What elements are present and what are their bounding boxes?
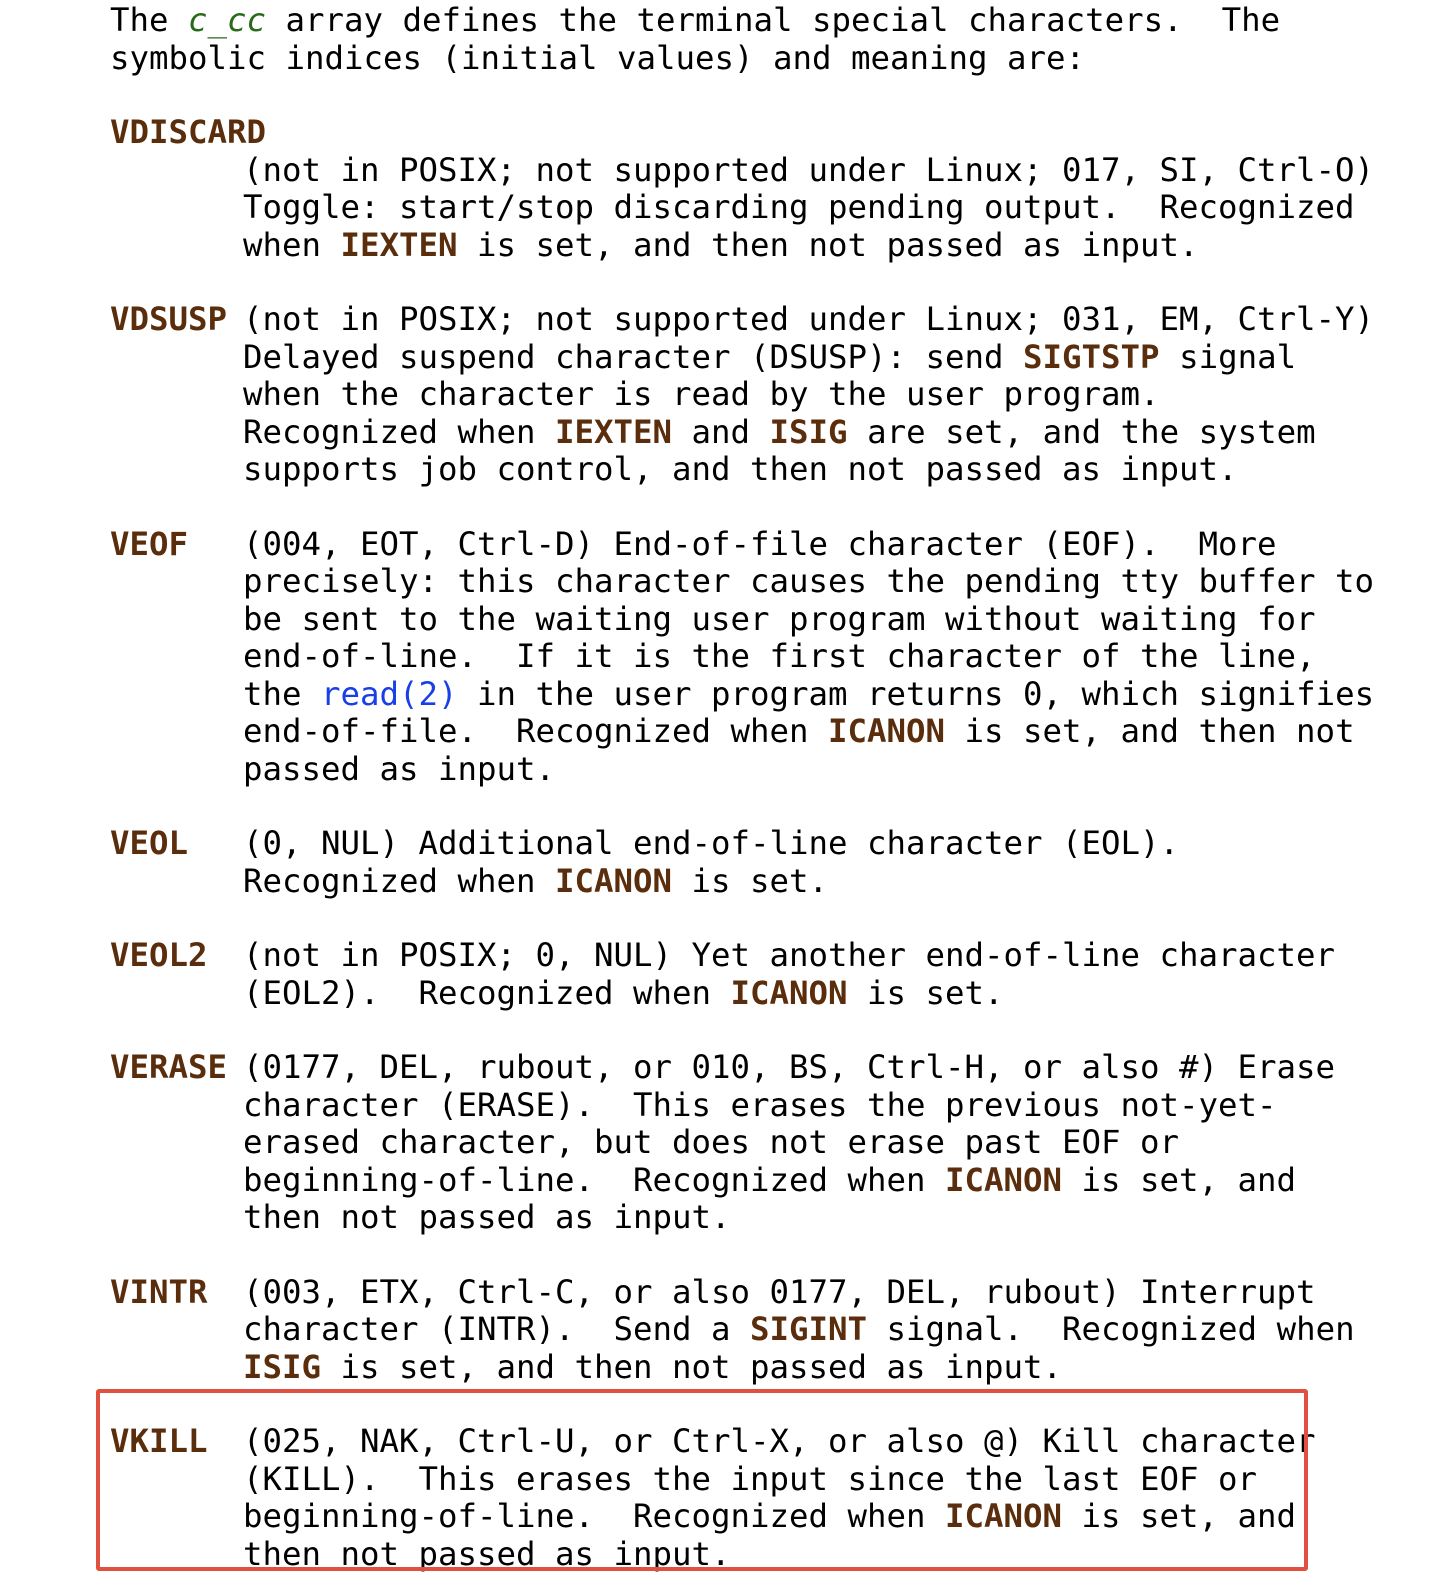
intro-line [110,2,1410,40]
description-line: supports job control, and then not passed as input. [243,450,1238,488]
keyword-isig: ISIG [769,412,848,451]
description-line: (not in POSIX; not supported under Linux; 017, SI, Ctrl-O) [243,150,1375,189]
entry-verase [110,1049,1410,1237]
description-line [243,414,1410,452]
entry-vdiscard [110,114,1410,264]
description-line: (KILL). This erases the input since the last EOF or [243,1459,1258,1498]
entry-veol [110,825,1410,900]
keyword-sigtstp: SIGTSTP [1023,337,1160,376]
text: is set. [847,973,1004,1012]
description-line: end-of-line. If it is the first character of the line, [243,637,1316,675]
description-vintr [243,1274,1410,1387]
text: is set, and [1062,1497,1297,1535]
description-line [243,676,1410,714]
keyword-icanon: ICANON [945,1497,1063,1535]
description-line: Toggle: start/stop discarding pending output. Recognized [243,188,1355,226]
keyword-icanon: ICANON [945,1160,1063,1199]
text: is set, and then not passed as input. [321,1347,1063,1386]
description-line: then not passed as input. [243,1198,731,1236]
c-cc-term: c_cc [188,1,267,39]
term-vdsusp: VDSUSP [110,300,228,338]
description-vkill [243,1423,1410,1573]
text: signal. Recognized when [867,1310,1355,1348]
description-line: then not passed as input. [243,1534,731,1573]
entry-vkill [110,1423,1410,1573]
description-line [243,713,1410,751]
description-line: erased character, but does not erase past EOF or [243,1123,1180,1161]
description-line [243,227,1410,265]
description-line: (025, NAK, Ctrl-U, or Ctrl-X, or also @) Kill character [243,1422,1316,1460]
intro-text: The [110,1,189,39]
keyword-icanon: ICANON [730,973,848,1012]
entry-veof [110,526,1410,789]
description-vdiscard [243,114,1410,264]
description-line: (003, ETX, Ctrl-C, or also 0177, DEL, rubout) Interrupt [243,1272,1316,1311]
text: character (INTR). Send a [243,1310,751,1348]
text: (EOL2). Recognized when [243,973,731,1012]
description-line [243,975,1410,1013]
intro-text: array defines the terminal special characters. The [266,1,1281,39]
description-veof [243,526,1410,789]
description-line [243,1311,1410,1349]
term-verase: VERASE [110,1048,228,1086]
description-line [243,1162,1410,1200]
description-line: precisely: this character causes the pending tty buffer to [243,562,1375,600]
text: Recognized when [243,412,556,451]
description-line [243,1498,1410,1536]
description-line: be sent to the waiting user program without waiting for [243,599,1316,638]
entry-veol2 [110,937,1410,1012]
description-vdsusp [243,301,1410,489]
intro-line: symbolic indices (initial values) and meaning are: [110,38,1086,77]
text: when [243,225,341,264]
description-line: (not in POSIX; 0, NUL) Yet another end-of-line character [243,936,1336,974]
entry-vintr [110,1274,1410,1387]
description-veol [243,825,1410,900]
term-vintr: VINTR [110,1272,208,1311]
term-vdiscard: VDISCARD [110,113,267,151]
text: Recognized when [243,861,556,900]
intro-paragraph [110,2,1410,77]
text: is set. [672,861,829,900]
description-line: when the character is read by the user program. [243,375,1160,413]
description-verase [243,1049,1410,1237]
keyword-iexten: IEXTEN [555,412,673,451]
text: beginning-of-line. Recognized when [243,1160,946,1199]
keyword-sigint: SIGINT [750,1310,868,1348]
description-line: (not in POSIX; not supported under Linux; 031, EM, Ctrl-Y) [243,300,1375,338]
text: are set, and the system [847,412,1316,451]
description-line: passed as input. [243,749,556,788]
term-veof: VEOF [110,524,189,563]
description-line [243,1349,1410,1387]
description-line: character (ERASE). This erases the previous not-yet- [243,1085,1277,1124]
description-line [243,339,1410,377]
keyword-icanon: ICANON [828,712,946,750]
description-line [243,863,1410,901]
keyword-icanon: ICANON [555,861,673,900]
text: is set, and [1062,1160,1297,1199]
term-vkill: VKILL [110,1422,208,1460]
term-veol2: VEOL2 [110,936,208,974]
text: and [672,412,770,451]
text: signal [1159,337,1297,376]
keyword-iexten: IEXTEN [340,225,458,264]
term-veol: VEOL [110,824,189,862]
text: the [243,674,322,713]
text: end-of-file. Recognized when [243,712,829,750]
text: Delayed suspend character (DSUSP): send [243,337,1024,376]
description-veol2 [243,937,1410,1012]
text: is set, and then not passed as input. [457,225,1199,264]
entry-vdsusp [110,301,1410,489]
text: beginning-of-line. Recognized when [243,1497,946,1535]
description-line: (004, EOT, Ctrl-D) End-of-file character (EOF). More [243,524,1277,563]
read-2-link[interactable]: read(2) [321,674,458,713]
text: in the user program returns 0, which signifies [457,674,1375,713]
keyword-isig: ISIG [243,1347,322,1386]
man-page-content [110,2,1410,1573]
description-line: (0, NUL) Additional end-of-line character (EOL). [243,824,1180,862]
text: is set, and then not [945,712,1355,750]
description-line: (0177, DEL, rubout, or 010, BS, Ctrl-H, or also #) Erase [243,1048,1336,1086]
